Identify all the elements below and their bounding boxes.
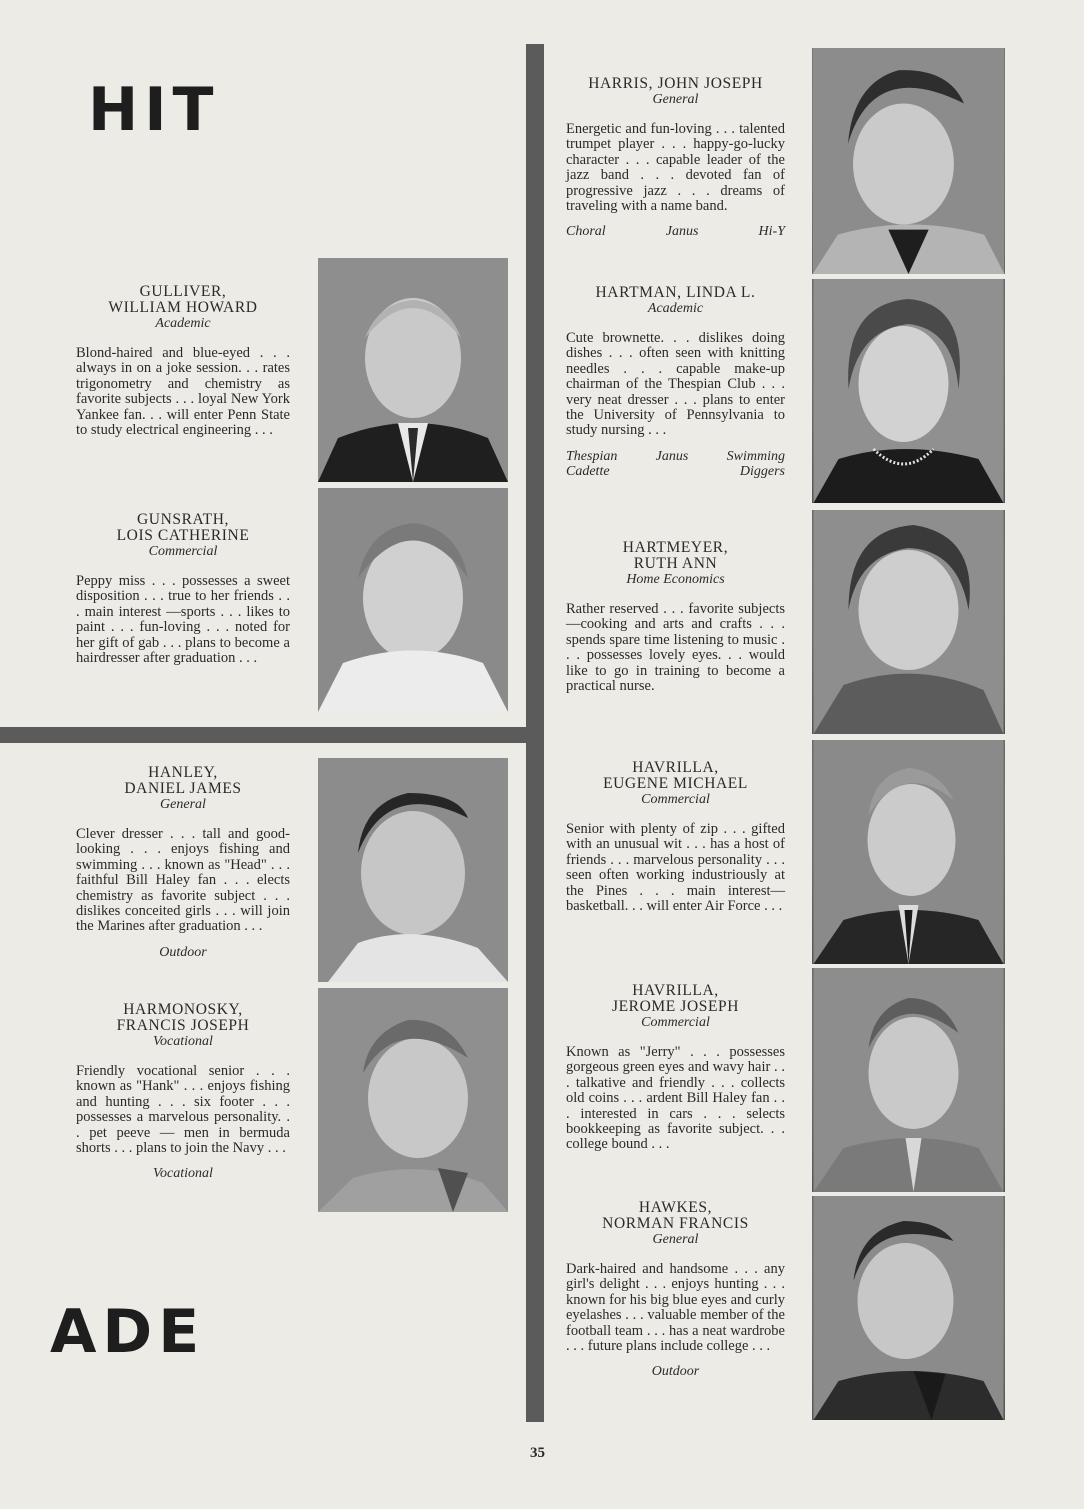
senior-description: Rather reserved . . . favorite subjects—cooking and arts and crafts . . . spends spare time listening to music . . . possesses lovely eyes. . . would like to go in training to become a practical nurse. xyxy=(566,601,785,695)
senior-entry-hawkes xyxy=(566,1200,785,1379)
senior-course: General xyxy=(160,797,206,812)
senior-activities: Thespian Janus Swimming Cadette Diggers xyxy=(566,448,785,479)
senior-name: GULLIVER, WILLIAM HOWARD xyxy=(108,283,258,316)
senior-course: Academic xyxy=(155,316,211,331)
portrait-photo-hanley xyxy=(318,758,508,982)
senior-name: HAWKES, NORMAN FRANCIS xyxy=(602,1199,749,1232)
portrait-photo-gunsrath xyxy=(318,488,508,712)
senior-description: Senior with plenty of zip . . . gifted with an unusual wit . . . has a host of friends . . . marvelous personality . . . seen often working industriously at the Pines . . . main interest—basketball. . . will enter Air Force . . . xyxy=(566,821,785,915)
senior-entry-hanley xyxy=(76,765,290,960)
portrait-photo-harmonosky xyxy=(318,988,508,1212)
senior-course: Academic xyxy=(647,301,704,316)
senior-course: Commercial xyxy=(641,1015,710,1030)
portrait-photo-hartman xyxy=(812,279,1005,503)
title-word-top: HIT xyxy=(88,75,220,145)
senior-course: Vocational xyxy=(153,1034,213,1049)
senior-name: HARTMAN, LINDA L. xyxy=(595,284,756,301)
senior-name: HARMONOSKY, FRANCIS JOSEPH xyxy=(116,1001,250,1034)
senior-name: HAVRILLA, EUGENE MICHAEL xyxy=(603,759,748,792)
senior-entry-harmonosky xyxy=(76,1002,290,1181)
title-word-bottom: ADE xyxy=(50,1297,206,1367)
senior-description: Energetic and fun-loving . . . talented trumpet player . . . happy-go-lucky character . . . capable leader of the jazz band . . . devoted fan of progressive jazz . . . dreams of traveling with a name band. xyxy=(566,121,785,215)
portrait-photo-havrilla-jerome xyxy=(812,968,1005,1192)
senior-activities: Outdoor xyxy=(159,944,207,960)
senior-course: Commercial xyxy=(641,792,710,807)
senior-course: Commercial xyxy=(148,544,218,559)
senior-activities: Outdoor xyxy=(651,1364,700,1380)
senior-name: HARRIS, JOHN JOSEPH xyxy=(588,75,763,92)
senior-name: HAVRILLA, JEROME JOSEPH xyxy=(611,982,740,1015)
portrait-photo-hartmeyer xyxy=(812,510,1005,734)
senior-description: Cute brownette. . . dislikes doing dishes . . . often seen with knitting needles . . . capable make-up chairman of the Thespian Club . . . very neat dresser . . . plans to enter the University of Pennsylvania to study nursing . . . xyxy=(566,330,785,439)
senior-course: Home Economics xyxy=(626,572,725,587)
senior-description: Known as "Jerry" . . . possesses gorgeous green eyes and wavy hair . . . talkative and friendly . . . collects old coins . . . ardent Bill Haley fan . . . interested in cars . . . selects bookkeeping as favorite subject. . . college bound . . . xyxy=(566,1044,785,1153)
senior-entry-gulliver xyxy=(76,284,290,438)
senior-entry-hartman xyxy=(566,285,785,479)
senior-name: HANLEY, DANIEL JAMES xyxy=(124,764,242,797)
senior-description: Dark-haired and handsome . . . any girl's delight . . . enjoys hunting . . . known for his big blue eyes and curly eyelashes . . . valuable member of the football team . . . has a neat wardrobe . . . future plans include college . . . xyxy=(566,1261,785,1355)
senior-entry-havrilla-eugene xyxy=(566,760,785,914)
senior-course: General xyxy=(652,1232,699,1247)
senior-activities: Choral Janus Hi-Y xyxy=(566,224,785,240)
portrait-photo-havrilla-eugene xyxy=(812,740,1005,964)
senior-name: HARTMEYER, RUTH ANN xyxy=(622,539,729,572)
senior-entry-gunsrath xyxy=(76,512,290,666)
senior-name: GUNSRATH, LOIS CATHERINE xyxy=(116,511,250,544)
senior-entry-hartmeyer xyxy=(566,540,785,694)
senior-course: General xyxy=(652,92,699,107)
senior-description: Friendly vocational senior . . . known as "Hank" . . . enjoys fishing and hunting . . . six footer . . . possesses a marvelous personality. . . pet peeve — men in bermuda shorts . . . plans to join the Navy . . . xyxy=(76,1063,290,1157)
senior-description: Blond-haired and blue-eyed . . . always in on a joke session. . . rates trigonometry and chemistry as favorite subjects . . . loyal New York Yankee fan. . . will enter Penn State to study electrical engineering . . . xyxy=(76,345,290,439)
senior-description: Clever dresser . . . tall and good-looking . . . enjoys fishing and swimming . . . known as "Head" . . . faithful Bill Haley fan . . . elects chemistry as favorite subject . . . dislikes conceited girls . . . will join the Marines after graduation . . . xyxy=(76,826,290,935)
page-number: 35 xyxy=(530,1445,545,1461)
vertical-divider-bar xyxy=(526,44,544,1422)
portrait-photo-hawkes xyxy=(812,1196,1005,1420)
senior-description: Peppy miss . . . possesses a sweet disposition . . . true to her friends . . . main interest —sports . . . likes to paint . . . fun-loving . . . noted for her gift of gab . . . plans to become a hairdresser after graduation . . . xyxy=(76,573,290,667)
horizontal-divider-bar xyxy=(0,727,526,743)
senior-entry-havrilla-jerome xyxy=(566,983,785,1153)
portrait-photo-gulliver xyxy=(318,258,508,482)
portrait-photo-harris xyxy=(812,48,1005,274)
senior-entry-harris xyxy=(566,76,785,239)
senior-activities: Vocational xyxy=(153,1166,213,1182)
